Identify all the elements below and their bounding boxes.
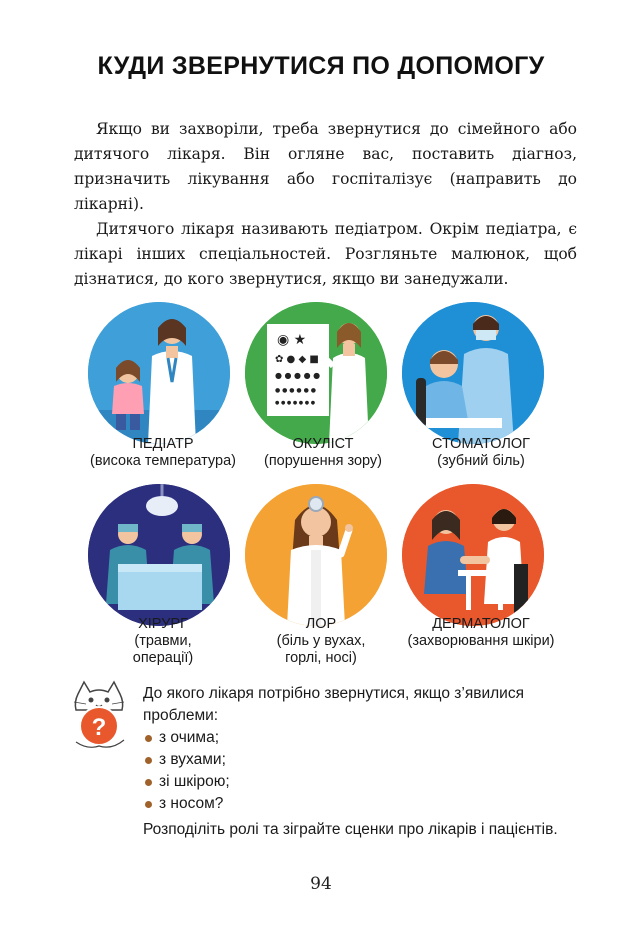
- list-item-text: зі шкірою;: [159, 773, 230, 790]
- doctor-symptom: (зубний біль): [437, 453, 525, 469]
- cat-question-icon: [68, 680, 130, 750]
- doctors-grid: [78, 300, 574, 670]
- list-item-text: з носом?: [159, 795, 224, 812]
- doctor-name: ХІРУРГ: [138, 616, 188, 632]
- doctor-name: ОКУЛІСТ: [292, 436, 354, 452]
- task-text: Розподіліть ролі та зіграйте сценки про лікарів і пацієнтів.: [143, 821, 558, 838]
- svg-text:● ● ● ● ● ● ●: ● ● ● ● ● ● ●: [275, 400, 316, 406]
- list-item-text: з очима;: [159, 729, 220, 746]
- dermatologist-label: [396, 616, 566, 650]
- dentist-label: [396, 436, 566, 470]
- oculist-illustration: [245, 302, 387, 444]
- doctor-name: СТОМАТОЛОГ: [431, 436, 531, 452]
- list-item: [143, 727, 583, 749]
- oculist-label: [238, 436, 408, 470]
- paragraph-1: [74, 117, 577, 217]
- svg-text:?: ?: [91, 714, 107, 741]
- svg-text:◉ ★: ◉ ★: [277, 332, 307, 348]
- list-item: [143, 771, 583, 793]
- paragraph-2: [74, 217, 577, 292]
- page-number: 94: [310, 874, 332, 894]
- doctor-name: ДЕРМАТОЛОГ: [432, 616, 530, 632]
- svg-text:● ● ● ● ●: ● ● ● ● ●: [275, 371, 321, 380]
- doctor-symptom: (захворювання шкіри): [407, 633, 555, 649]
- surgeon-illustration: [88, 484, 230, 626]
- bullet-dot-icon: [145, 735, 152, 742]
- dentist-illustration: [402, 302, 544, 444]
- page-title: КУДИ ЗВЕРНУТИСЯ ПО ДОПОМОГУ: [97, 52, 545, 80]
- question-intro: До якого лікаря потрібно звернутися, якщо з’явилися проблеми:: [143, 685, 524, 724]
- question-list: [143, 727, 583, 815]
- paragraph-2-text: Дитячого лікаря називають педіатром. Окрім педіатра, є лікарі інших спеціальностей. Розгляньте малюнок, щоб дізнатися, до кого звернутися, якщо ви занедужали.: [74, 220, 577, 288]
- list-item: [143, 793, 583, 815]
- bullet-dot-icon: [145, 801, 152, 808]
- doctor-symptom: (біль у вухах, горлі, носі): [276, 633, 366, 666]
- list-item-text: з вухами;: [159, 751, 226, 768]
- ent-label: [236, 616, 406, 667]
- pediatrician-label: [78, 436, 248, 470]
- pediatrician-illustration: [88, 302, 230, 444]
- question-block: [143, 683, 583, 841]
- doctor-symptom: (висока температура): [90, 453, 236, 469]
- ent-doctor-illustration: [245, 484, 387, 626]
- list-item: [143, 749, 583, 771]
- doctor-symptom: (травми, операції): [132, 633, 194, 666]
- bullet-dot-icon: [145, 757, 152, 764]
- bullet-dot-icon: [145, 779, 152, 786]
- svg-text:✿ ● ◆ ■: ✿ ● ◆ ■: [275, 354, 319, 365]
- surgeon-label: [78, 616, 248, 667]
- dermatologist-illustration: [402, 484, 544, 626]
- paragraph-1-text: Якщо ви захворіли, треба звернутися до сімейного або дитячого лікаря. Він огляне вас, поставить діагноз, призначить лікування або госпіталізує (направить до лікарні).: [74, 120, 577, 213]
- doctor-name: ПЕДІАТР: [132, 436, 194, 452]
- svg-text:● ● ● ● ● ●: ● ● ● ● ● ●: [275, 387, 316, 394]
- doctor-name: ЛОР: [305, 616, 337, 632]
- doctor-symptom: (порушення зору): [263, 453, 383, 469]
